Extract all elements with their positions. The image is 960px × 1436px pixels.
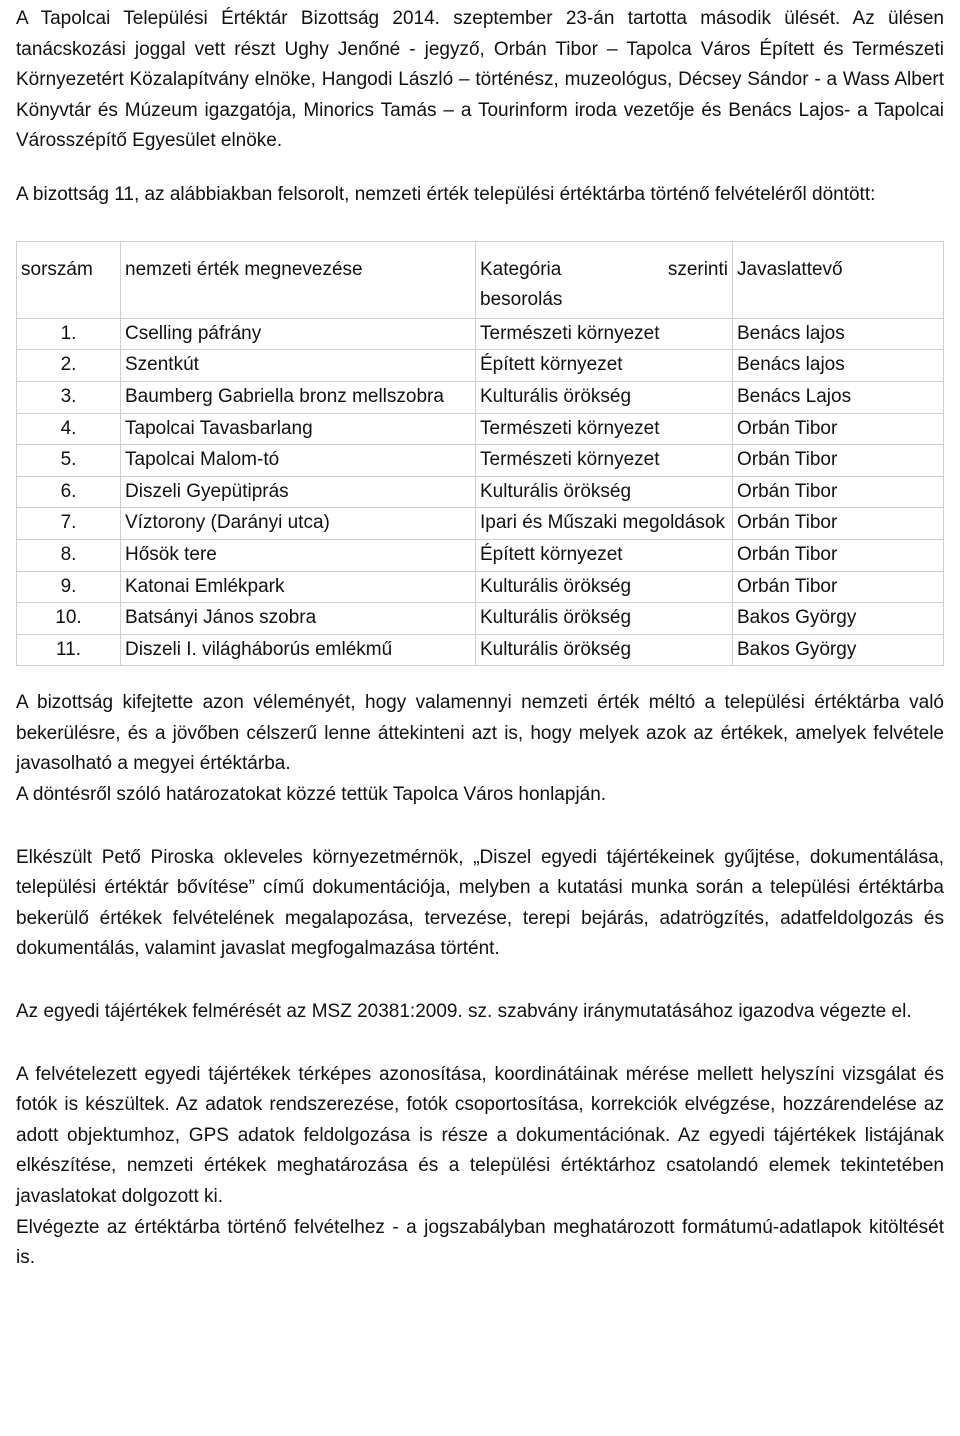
cell-number: 7. — [17, 508, 121, 540]
published-paragraph: A döntésről szóló határozatokat közzé tettük Tapolca Város honlapján. — [16, 784, 607, 806]
cell-proposer: Orbán Tibor — [733, 539, 944, 571]
cell-number: 5. — [17, 445, 121, 477]
cell-proposer: Orbán Tibor — [733, 445, 944, 477]
table-row — [17, 508, 944, 540]
cell-proposer: Orbán Tibor — [733, 508, 944, 540]
document-page — [16, 4, 944, 1274]
documentation-paragraph: Elkészült Pető Piroska okleveles környezetmérnök, „Diszel egyedi tájértékeinek gyűjtése, dokumentálása, települési értéktár bővítése” című dokumentációja, melyben a kutatási munka során a települési értéktárba bekerülő értékek felvételének megalapozása, tervezése, terepi bejárás, adatrögzítés, adatfeldolgozás és dokumentálás, valamint javaslat megfogalmazása történt. — [16, 846, 944, 960]
cell-number: 11. — [17, 634, 121, 666]
header-category-line1: Kategória szerinti — [480, 258, 728, 280]
cell-category: Kulturális örökség — [476, 634, 733, 666]
cell-proposer: Orbán Tibor — [733, 571, 944, 603]
cell-category: Kulturális örökség — [476, 571, 733, 603]
cell-category: Kulturális örökség — [476, 381, 733, 413]
header-proposer: Javaslattevő — [733, 241, 944, 318]
opinion-paragraph: A bizottság kifejtette azon véleményét, hogy valamennyi nemzeti érték méltó a települési értéktárba való bekerülésre, és a jövőben célszerű lenne áttekinteni azt is, hogy melyek azok az értékek, amelyek felvétele javasolható a megyei értéktárba. — [16, 692, 944, 775]
cell-number: 6. — [17, 476, 121, 508]
intro-paragraph: A Tapolcai Települési Értéktár Bizottság 2014. szeptember 23-án tartotta második ülését. Az ülésen tanácskozási joggal vett részt Ughy Jenőné - jegyző, Orbán Tibor – Tapolca Város Épített és Természeti Környezetért Közalapítvány elnöke, Hangodi László – történész, muzeológus, Décsey Sándor - a Wass Albert Könyvtár és Múzeum igazgatója, Minorics Tamás – a Tourinform iroda vezetője és Benács Lajos- a Tapolcai Városszépítő Egyesület elnöke. — [16, 8, 944, 152]
cell-category: Épített környezet — [476, 539, 733, 571]
cell-name: Hősök tere — [121, 539, 476, 571]
cell-name: Baumberg Gabriella bronz mellszobra — [121, 381, 476, 413]
cell-category: Természeti környezet — [476, 413, 733, 445]
cell-category: Természeti környezet — [476, 445, 733, 477]
table-row — [17, 413, 944, 445]
table-row — [17, 445, 944, 477]
header-category — [476, 241, 733, 318]
cell-name: Katonai Emlékpark — [121, 571, 476, 603]
spacer — [16, 811, 944, 843]
cell-number: 2. — [17, 350, 121, 382]
survey-paragraph: A felvételezett egyedi tájértékek térképes azonosítása, koordinátáinak mérése mellett helyszíni vizsgálat és fotók is készültek. Az adatok rendszerezése, fotók csoportosítása, korrekciók elvégzése, hozzárendelése az adott objektumhoz, GPS adatok feldolgozása is része a dokumentációnak. Az egyedi tájértékek listájának elkészítése, nemzeti értékek meghatározása és a települési értéktárhoz csatolandó elemek tekintetében javaslatokat dolgozott ki. — [16, 1063, 944, 1207]
table-row — [17, 603, 944, 635]
cell-name: Tapolcai Tavasbarlang — [121, 413, 476, 445]
spacer — [16, 1028, 944, 1060]
cell-category: Épített környezet — [476, 350, 733, 382]
cell-name: Tapolcai Malom-tó — [121, 445, 476, 477]
standard-paragraph: Az egyedi tájértékek felmérését az MSZ 20381:2009. sz. szabvány iránymutatásához igazodva végezte el. — [16, 1001, 912, 1023]
cell-proposer: Bakos György — [733, 603, 944, 635]
cell-proposer: Bakos György — [733, 634, 944, 666]
spacer — [16, 965, 944, 997]
table-header-row — [17, 241, 944, 318]
table-row — [17, 318, 944, 350]
cell-number: 9. — [17, 571, 121, 603]
national-values-table — [16, 241, 944, 667]
table-row — [17, 476, 944, 508]
table-row — [17, 381, 944, 413]
cell-proposer: Orbán Tibor — [733, 476, 944, 508]
cell-proposer: Benács lajos — [733, 350, 944, 382]
cell-category: Természeti környezet — [476, 318, 733, 350]
cell-name: Cselling páfrány — [121, 318, 476, 350]
cell-number: 8. — [17, 539, 121, 571]
table-row — [17, 539, 944, 571]
cell-proposer: Benács lajos — [733, 318, 944, 350]
cell-category: Kulturális örökség — [476, 476, 733, 508]
cell-category: Ipari és Műszaki megoldások — [476, 508, 733, 540]
spacer — [16, 157, 944, 180]
table-row — [17, 350, 944, 382]
cell-proposer: Benács Lajos — [733, 381, 944, 413]
cell-name: Szentkút — [121, 350, 476, 382]
cell-name: Diszeli I. világháborús emlékmű — [121, 634, 476, 666]
cell-name: Víztorony (Darányi utca) — [121, 508, 476, 540]
cell-name: Diszeli Gyepütiprás — [121, 476, 476, 508]
cell-category: Kulturális örökség — [476, 603, 733, 635]
cell-number: 10. — [17, 603, 121, 635]
cell-number: 3. — [17, 381, 121, 413]
header-number: sorszám — [17, 241, 121, 318]
cell-number: 4. — [17, 413, 121, 445]
forms-paragraph: Elvégezte az értéktárba történő felvételhez - a jogszabályban meghatározott formátumú-adatlapok kitöltését is. — [16, 1216, 944, 1269]
cell-proposer: Orbán Tibor — [733, 413, 944, 445]
decision-paragraph: A bizottság 11, az alábbiakban felsorolt, nemzeti érték települési értéktárba történő felvételéről döntött: — [16, 183, 876, 205]
cell-name: Batsányi János szobra — [121, 603, 476, 635]
header-category-line2: besorolás — [480, 289, 563, 311]
cell-number: 1. — [17, 318, 121, 350]
table-row — [17, 634, 944, 666]
header-name: nemzeti érték megnevezése — [121, 241, 476, 318]
table-body — [17, 241, 944, 666]
table-row — [17, 571, 944, 603]
